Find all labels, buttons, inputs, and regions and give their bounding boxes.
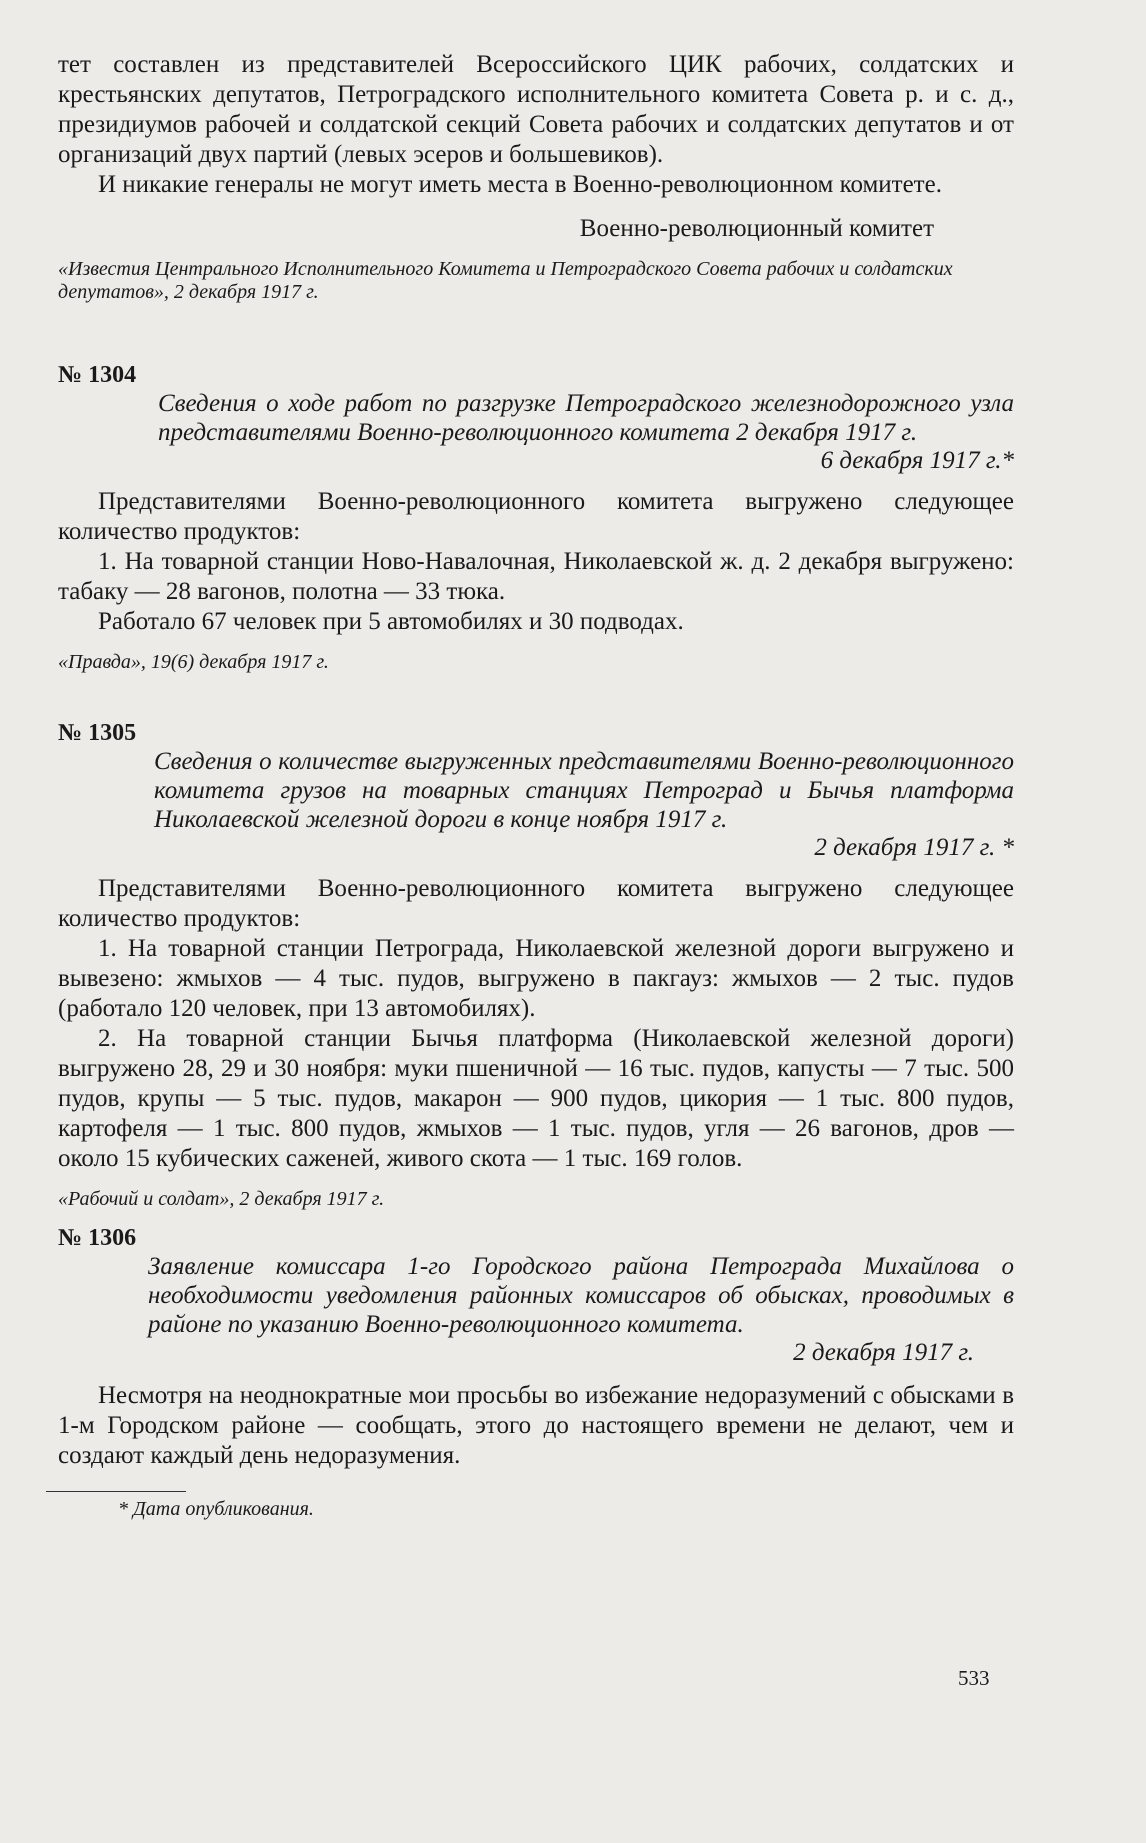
paragraph: И никакие генералы не могут иметь места в Военно-революционном комитете. [98,171,942,198]
document-number: № 1304 [58,362,137,388]
source-citation: «Правда», 19(6) декабря 1917 г. [58,651,329,673]
paragraph: Несмотря на неоднократные мои просьбы во избежание недоразумений с обысками в 1-м Городском районе — сообщать, этого до настоящего времени не делают, чем и создают каждый день недоразумения. [58,1382,1014,1469]
document-date: 2 декабря 1917 г. [793,1339,974,1366]
document-1305 [58,720,1014,1211]
section-top [58,50,1014,304]
paragraph: Представителями Военно-революционного комитета выгружено следующее количество продуктов: [58,875,1014,932]
document-1304 [58,362,1014,674]
document-number: № 1306 [58,1225,137,1251]
document-title: Заявление комиссара 1-го Городского района Петрограда Михайлова о необходимости уведомления районных комиссаров об обысках, проводимых в районе по указанию Военно-революционного комитета. [148,1253,1014,1338]
source-citation: «Рабочий и солдат», 2 декабря 1917 г. [58,1188,385,1210]
paragraph: тет составлен из представителей Всероссийского ЦИК рабочих, солдатских и крестьянских депутатов, Петроградского исполнительного комитета Совета р. и с. д., президиумов рабочей и солдатской секций Совета рабочих и солдатских депутатов и от организаций двух партий (левых эсеров и большевиков). [58,51,1014,168]
document-date: 6 декабря 1917 г.* [820,447,1014,474]
document-title: Сведения о количестве выгруженных представителями Военно-революционного комитета грузов на товарных станциях Петроград и Бычья платформа Николаевской железной дороги в конце ноября 1917 г. [154,748,1014,833]
footnote-rule [46,1491,186,1492]
source-citation: «Известия Центрального Исполнительного Комитета и Петроградского Совета рабочих и солдатских депутатов», 2 декабря 1917 г. [58,258,953,303]
paragraph: 1. На товарной станции Петрограда, Николаевской железной дороги выгружено и вывезено: жмыхов — 4 тыс. пудов, выгружено в пакгауз: жмыхов — 2 тыс. пудов (работало 120 человек, при 13 автомобилях). [58,935,1014,1022]
paragraph: 1. На товарной станции Ново-Навалочная, Николаевской ж. д. 2 декабря выгружено: табаку — 28 вагонов, полотна — 33 тюка. [58,548,1014,605]
document-number: № 1305 [58,720,137,746]
paragraph: 2. На товарной станции Бычья платформа (Николаевской железной дороги) выгружено 28, 29 и 30 ноября: муки пшеничной — 16 тыс. пудов, капусты — 7 тыс. 500 пудов, крупы — 5 тыс. пудов, макарон — 900 пудов, цикория — 1 тыс. 800 пудов, картофеля — 1 тыс. 800 пудов, жмыхов — 1 тыс. пудов, угля — 26 вагонов, дров — около 15 кубических саженей, живого скота — 1 тыс. 169 голов. [58,1025,1014,1172]
document-1306 [58,1225,1014,1471]
document-date: 2 декабря 1917 г. * [814,834,1014,861]
paragraph: Работало 67 человек при 5 автомобилях и 30 подводах. [98,608,684,635]
page-number: 533 [958,1666,990,1690]
footnote: * Дата опубликования. [118,1498,314,1520]
signature: Военно-революционный комитет [579,215,934,242]
document-title: Сведения о ходе работ по разгрузке Петроградского железнодорожного узла представителями Военно-революционного комитета 2 декабря 1917 г. [158,390,1014,446]
paragraph: Представителями Военно-революционного комитета выгружено следующее количество продуктов: [58,488,1014,545]
